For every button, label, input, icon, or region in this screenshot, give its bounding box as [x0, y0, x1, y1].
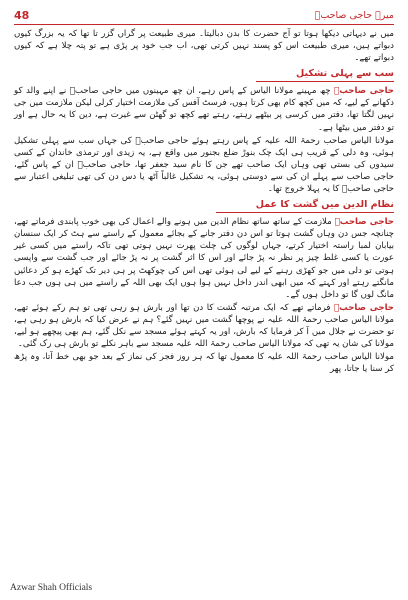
page-header	[14, 6, 394, 25]
page-body	[14, 28, 394, 572]
paragraph: مولانا الیاس صاحب رحمۃ اللہ علیہ کا معمول تھا کہ ہر روز فجر کی نماز کے بعد جو بھی خط آتا، وہ پڑھ کر سنا یا جاتا، پھر	[14, 352, 394, 375]
name-highlight: حاجی صاحبؒ	[334, 86, 394, 97]
name-highlight: حاجی صاحبؒ	[333, 302, 394, 313]
paragraph: حاجی صاحبؒ فرماتے تھے کہ ایک مرتبہ گشت کا دن تھا اور بارش ہو رہی تھی تو ہم رکے ہوئے تھے، مولانا الیاس صاحب رحمۃ اللہ علیہ نے پوچھا گشت میں نہیں گئے؟ ہم نے عرض کیا کہ بارش ہو رہی ہے، تو حضرت نے جلال میں آ کر فرمایا کہ بارش، اور یہ کہتے ہوئے مسجد سے نکل گئے، ہم بھی پیچھے ہو لیے، مولانا کی شان یہ تھی کہ مولانا الیاس صاحب رحمۃ اللہ علیہ مسجد سے باہر نکلے تو بارش ہی رک گئی۔	[14, 302, 394, 350]
paragraph: حاجی صاحبؒ چھ مہینے مولانا الیاس کے پاس رہے، ان چھ مہینوں میں حاجی صاحبؒ نے اپنے والد کو دکھانے کے لیے، کہ میں کچھ کام بھی کرتا ہوں، فرسٹ آفس کی ملازمت اختیار کرلی لیکن ملازمت میں جی نہیں لگتا تھا، دفتر میں کرسی پر بیٹھے رہتے، رہتے تھے کچھ تو گھٹن سے غیرت ہے، دین کا یہ حال ہے اور تو دفتر میں بیٹھا ہے۔	[14, 86, 394, 133]
footer-credit: Azwar Shah Officials	[10, 583, 93, 593]
section-heading: سب سے پہلی تشکیل	[256, 67, 394, 82]
paragraph: حاجی صاحبؒ ملازمت کے ساتھ ساتھ نظام الدین میں ہونے والے اعمال کی بھی خوب پابندی فرماتے تھے، چنانچہ جس دن وہاں گشت ہوتا تو اس دن دفتر جانے کے بجائے معمول کے راستے سے ہٹ کر ایک سنسان بیابان لمبا راستہ اختیار کرتے، جہاں لوگوں کی چلت پھرت نہیں ہوتی تھی تاکہ راستے میں کسی غیر عورت یا کسی غلط چیز پر نظر نہ پڑ جائے اور اس کا اثر گشت پر نہ پڑ جائے اور جب گشت سے واپسی ہوتی تو دلی میں جو کھڑی رہنے کے لیے لی ہوئی تھی اس کی چوکھٹ پر ہی دیر تک کھڑے ہو کر دعائیں مانگتے رہتے اور کہتے کہ میں ابھی اندر داخل نہیں ہوا ہوں ایک بھی اللہ کے راستے میں ہی ہوں جب دعا مانگ لوں گا تو داخل ہوں گے۔	[14, 217, 394, 300]
section-heading-wrap	[14, 67, 394, 82]
name-highlight: حاجی صاحبؒ	[334, 217, 394, 228]
paragraph: میں نے دیہاتی دیکھا ہوتا تو آج حضرت کا بدن دبالیتا۔ میری طبیعت پر گراں گزر تا تھا کہ یہ بزرگ کیوں دبواتے ہیں، میری طبیعت اس کو پسند نہیں کرتی تھی، اب جب خود پر پڑی ہے تو پتہ چلا ہے کہ کیوں دبواتے تھے۔	[14, 29, 394, 64]
section-heading-wrap	[14, 198, 394, 213]
page-number: 48	[14, 9, 30, 22]
section-heading: نظام الدین میں گشت کا عمل	[216, 198, 394, 213]
running-title: میرے حاجی صاحبؒ	[314, 10, 394, 21]
paragraph: مولانا الیاس صاحب رحمۃ اللہ علیہ کے پاس رہتے ہوئے حاجی صاحبؒ کی جہاں سب سے پہلی تشکیل ہوئی، وہ دلی کے قریب ہی ایک چک بنوڑ ضلع بجنور میں واقع ہے، یہ زیدی اور ترمذی خاندان کے کسی سیدوں کی بستی تھی وہاں ایک صاحب تھے جن کا نام سید جعفر تھا، حاجی صاحبؒ ان کے پاس گئے، حاجی صاحب سے پہلے ان کی سے دوستی ہوئی، یہ تشکیل غالباً آٹھ یا دس دن کی تھی تبلیغی اعتبار سے حاجی صاحبؒ کا یہ پہلا خروج تھا۔	[14, 135, 394, 195]
